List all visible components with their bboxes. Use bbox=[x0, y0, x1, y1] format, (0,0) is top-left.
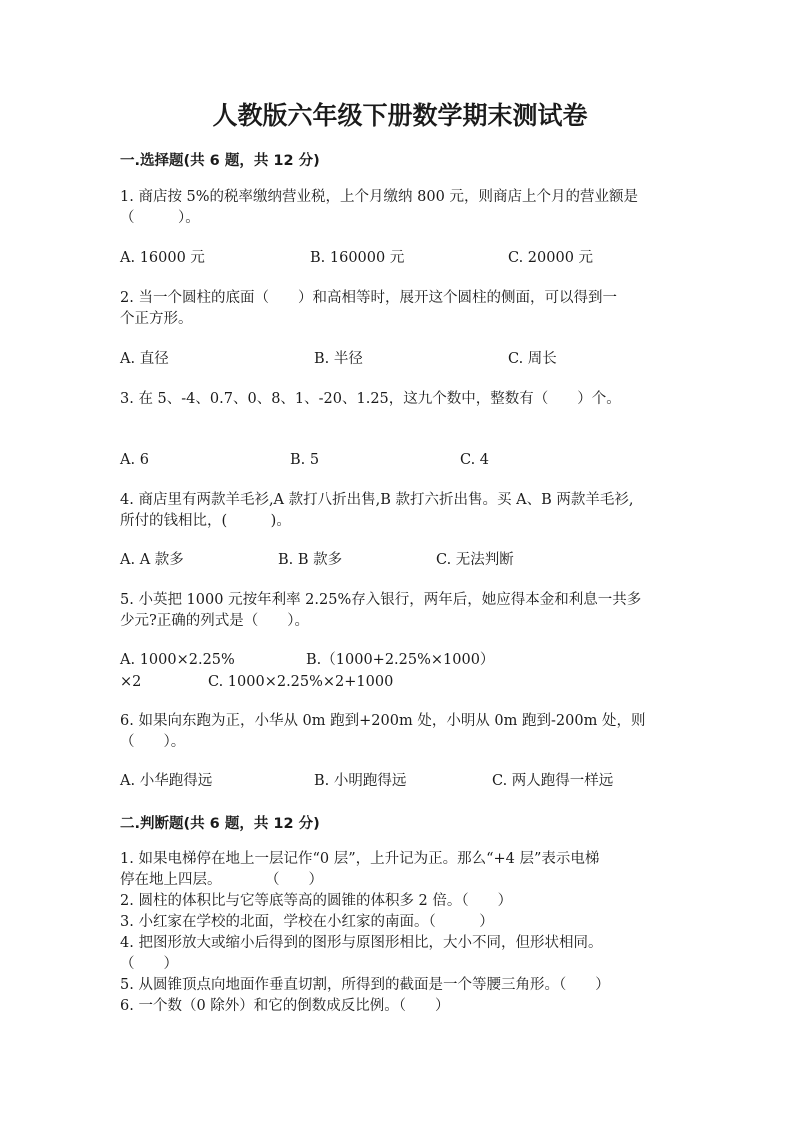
q2-option-b: B. 半径 bbox=[314, 351, 363, 367]
q6-option-c: C. 两人跑得一样远 bbox=[492, 773, 614, 789]
q5-option-b-continued: ×2 bbox=[120, 674, 142, 690]
judge-item-4-line1: 4. 把图形放大或缩小后得到的图形与原图形相比，大小不同，但形状相同。 bbox=[120, 935, 603, 951]
section-heading-choice: 一.选择题(共 6 题，共 12 分) bbox=[120, 153, 320, 169]
page-title: 人教版六年级下册数学期末测试卷 bbox=[212, 101, 588, 130]
q4-option-c: C. 无法判断 bbox=[436, 552, 514, 568]
q1-text-line1: 1. 商店按 5%的税率缴纳营业税，上个月缴纳 800 元，则商店上个月的营业额是 bbox=[120, 189, 638, 205]
q1-option-a: A. 16000 元 bbox=[120, 250, 205, 266]
q2-text-line2: 个正方形。 bbox=[120, 311, 193, 327]
q5-text-line1: 5. 小英把 1000 元按年利率 2.25%存入银行，两年后，她应得本金和利息一共多 bbox=[120, 592, 642, 608]
q6-text-line1: 6. 如果向东跑为正，小华从 0m 跑到+200m 处，小明从 0m 跑到-200m 处，则 bbox=[120, 713, 646, 729]
q2-text-line1: 2. 当一个圆柱的底面（ ）和高相等时，展开这个圆柱的侧面，可以得到一 bbox=[120, 290, 617, 306]
q5-option-c: C. 1000×2.25%×2+1000 bbox=[208, 674, 394, 690]
q3-option-b: B. 5 bbox=[290, 452, 320, 468]
judge-item-5: 5. 从圆锥顶点向地面作垂直切割，所得到的截面是一个等腰三角形。（ ） bbox=[120, 977, 610, 993]
q4-option-a: A. A 款多 bbox=[120, 552, 184, 568]
q5-option-b: B.（1000+2.25%×1000） bbox=[306, 652, 495, 668]
section-heading-judgment: 二.判断题(共 6 题，共 12 分) bbox=[120, 816, 320, 832]
q5-option-a: A. 1000×2.25% bbox=[120, 652, 235, 668]
q5-text-line2: 少元?正确的列式是（ ）。 bbox=[120, 613, 310, 629]
judge-item-6: 6. 一个数（0 除外）和它的倒数成反比例。（ ） bbox=[120, 998, 450, 1014]
q1-option-c: C. 20000 元 bbox=[508, 250, 594, 266]
q6-option-a: A. 小华跑得远 bbox=[120, 773, 213, 789]
judge-item-1-line1: 1. 如果电梯停在地上一层记作“0 层”，上升记为正。那么“+4 层”表示电梯 bbox=[120, 851, 600, 867]
q2-option-c: C. 周长 bbox=[508, 351, 557, 367]
q6-text-line2: （ ）。 bbox=[120, 734, 186, 750]
q4-option-b: B. B 款多 bbox=[278, 552, 343, 568]
q3-text-line1: 3. 在 5、-4、0.7、0、8、1、-20、1.25，这九个数中，整数有（ ）个。 bbox=[120, 391, 621, 407]
judge-item-4-line2: （ ） bbox=[120, 956, 178, 972]
judge-item-2: 2. 圆柱的体积比与它等底等高的圆锥的体积多 2 倍。（ ） bbox=[120, 893, 513, 909]
q2-option-a: A. 直径 bbox=[120, 351, 169, 367]
judge-item-3: 3. 小红家在学校的北面，学校在小红家的南面。（ ） bbox=[120, 914, 494, 930]
q1-text-line2: （ ）。 bbox=[120, 210, 200, 226]
judge-item-1-line2: 停在地上四层。 （ ） bbox=[120, 872, 323, 888]
q6-option-b: B. 小明跑得远 bbox=[314, 773, 407, 789]
q3-option-c: C. 4 bbox=[460, 452, 490, 468]
q4-text-line1: 4. 商店里有两款羊毛衫,A 款打八折出售,B 款打六折出售。买 A、B 两款羊毛衫, bbox=[120, 492, 634, 508]
q3-option-a: A. 6 bbox=[120, 452, 149, 468]
q1-option-b: B. 160000 元 bbox=[310, 250, 405, 266]
q4-text-line2: 所付的钱相比，( )。 bbox=[120, 513, 291, 529]
